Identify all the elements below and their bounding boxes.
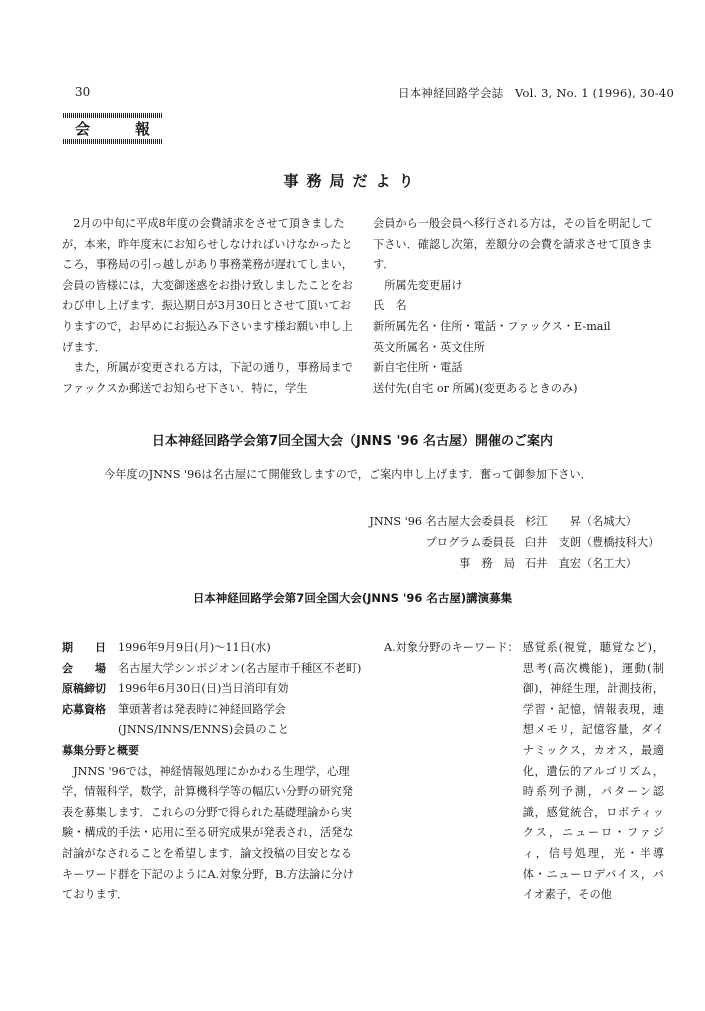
page-number: 30 <box>75 85 91 99</box>
info-row <box>62 700 362 741</box>
info-label: 応募資格 <box>62 702 106 716</box>
info-label: 会 場 <box>62 661 106 675</box>
field-text: JNNS '96では，神経情報処理にかかわる生理学，心理学，情報科学，数学，計算機科学等の幅広い分野の研究発表を募集します．これらの分野で得られた基礎理論から実験・構成的手法・応用に至る研究成果が発表され，活発な討論がなされることを希望します．論文投稿の目安となるキーワード群を下記のようにA.対象分野，B.方法論に分けております． <box>62 764 354 902</box>
office-paragraph-2: また，所属が変更される方は，下記の通り，事務局までファックスか郵送でお知らせ下さい．特に，学生 <box>62 361 353 395</box>
keywords-block <box>384 638 664 906</box>
info-value: 名古屋大学シンポジオン(名古屋市千種区不老町) <box>118 661 362 675</box>
officer-list <box>330 511 659 574</box>
journal-citation: 日本神経回路学会誌 Vol. 3, No. 1 (1996), 30-40 <box>398 86 674 100</box>
info-value: 1996年9月9日(月)～11日(水) <box>118 641 271 654</box>
officer-row <box>330 532 659 553</box>
info-row <box>62 659 362 680</box>
officer-name: 石井 直宏（名工大） <box>525 557 637 570</box>
info-value: 筆頭著者は発表時に神経回路学会(JNNS/INNS/ENNS)会員のこと <box>118 702 290 737</box>
officer-role: JNNS '96 名古屋大会委員長 <box>369 515 515 528</box>
office-paragraph-3: 会員から一般会員へ移行される方は，その旨を明記して下さい．確認し次第，差額分の会費を請求させて頂きます． <box>373 217 653 272</box>
field-heading: 募集分野と概要 <box>62 743 139 757</box>
officer-role: 事 務 局 <box>459 557 515 570</box>
keywords-label: A.対象分野のキーワード： <box>384 641 519 654</box>
officer-row <box>330 511 659 532</box>
office-paragraph-1: 2月の中旬に平成8年度の会費請求をさせて頂きましたが，本来，昨年度末にお知らせしなければいけなかったところ，事務局の引っ越しがあり事務業務が遅れてしまい，会員の皆様には，大変御迷惑をお掛け致しましたことをおわび申し上げます．振込期日が3月30日とさせて頂いておりますので，お早めにお振込み下さいます様お願い申し上げます． <box>62 217 353 354</box>
form-item: 新所属先名・住所・電話・ファックス・E-mail <box>373 319 611 333</box>
info-row <box>62 679 362 700</box>
officer-role: プログラム委員長 <box>425 536 515 549</box>
officer-name: 杉江 昇（名城大） <box>525 515 637 528</box>
section-label-left: 会 <box>75 120 91 138</box>
conference-intro: 今年度のJNNS '96は名古屋にて開催致しますので，ご案内申し上げます．奮って御参加下さい． <box>104 468 592 481</box>
officer-row <box>330 553 659 574</box>
rule-bottom <box>63 139 162 144</box>
section-label <box>63 118 162 139</box>
form-item: 送付先(自宅 or 所属)(変更あるときのみ) <box>373 381 578 395</box>
info-label: 期 日 <box>62 641 106 654</box>
officer-name: 臼井 支朗（豊橋技科大） <box>525 536 660 549</box>
conference-title: 日本神経回路学会第7回全国大会（JNNS '96 名古屋）開催のご案内 <box>151 434 554 449</box>
info-label: 原稿締切 <box>62 682 106 696</box>
form-item: 氏 名 <box>373 299 407 313</box>
office-left-column <box>62 214 358 399</box>
form-item: 新自宅住所・電話 <box>373 361 463 375</box>
office-right-column <box>373 214 663 399</box>
form-title: 所属先変更届け <box>384 278 463 292</box>
call-info <box>62 638 362 906</box>
info-value: 1996年6月30日(日)当日消印有効 <box>118 682 289 696</box>
info-row <box>62 638 362 659</box>
keywords-text: 感覚系(視覚，聴覚など)，思考(高次機能)，運動(制御)，神経生理，計測技術，学習・記憶，情報表現，連想メモリ，記憶容量，ダイナミックス，カオス，最適化，遺伝的アルゴリズム，時系列予測，パターン認識，感覚統合，ロボティックス，ニューロ・ファジィ，信号処理，光・半導体・ニューロデバイス，バイオ素子，その他 <box>522 641 664 902</box>
call-title: 日本神経回路学会第7回全国大会(JNNS '96 名古屋)講演募集 <box>192 591 513 605</box>
office-title: 事務局だより <box>283 172 422 190</box>
form-item: 英文所属名・英文住所 <box>373 340 485 354</box>
section-label-right: 報 <box>134 120 150 138</box>
